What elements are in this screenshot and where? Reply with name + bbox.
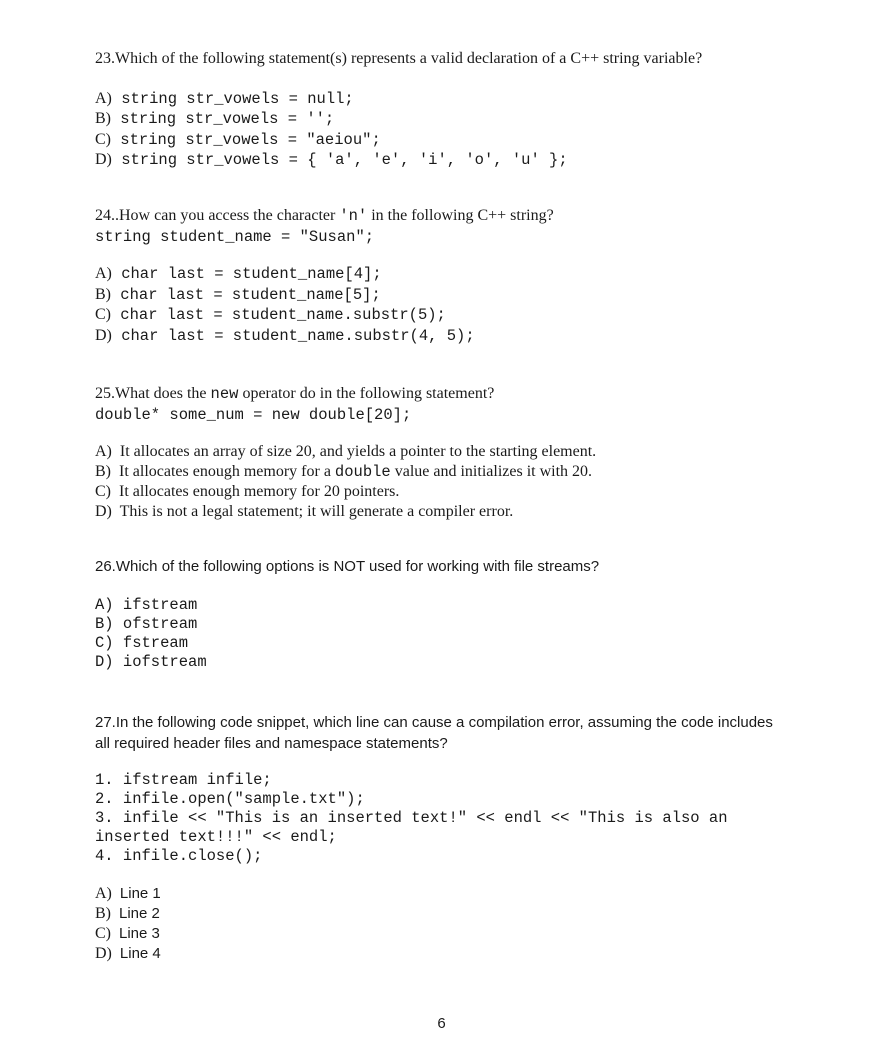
option-code: string str_vowels = "aeiou"; — [111, 130, 381, 149]
question-27-stem-line-1: 27.In the following code snippet, which line can cause a compilation error, assuming the code includes — [95, 714, 773, 731]
option-text: It allocates enough memory for a — [119, 463, 335, 480]
question-26-option-b: B) ofstream — [95, 614, 198, 633]
question-23-option-c — [95, 130, 702, 151]
option-letter: B) — [95, 905, 111, 922]
question-25 — [95, 384, 596, 522]
stem-text: 24..How can you access the character — [95, 207, 340, 224]
question-27-stem-line-2: all required header files and namespace statements? — [95, 734, 448, 752]
question-27-option-b — [95, 904, 773, 924]
option-text: Line 1 — [119, 885, 161, 902]
page-number: 6 — [437, 1015, 446, 1032]
option-letter: C) — [95, 483, 111, 500]
option-text: value and initializes it with 20. — [390, 463, 593, 480]
question-23-option-d — [95, 150, 702, 171]
option-text: Line 2 — [119, 905, 160, 922]
option-letter: C) — [95, 130, 111, 148]
option-letter: D) — [95, 151, 112, 168]
option-letter: A) — [95, 443, 112, 460]
question-25-option-c — [95, 482, 596, 502]
question-26-stem: 26.Which of the following options is NOT used for working with file streams? — [95, 558, 600, 575]
question-23-stem: 23.Which of the following statement(s) represents a valid declaration of a C++ string variable? — [95, 50, 703, 67]
question-24-option-b — [95, 285, 554, 306]
option-letter: D) — [95, 945, 112, 962]
question-25-stem — [95, 384, 596, 405]
option-text: This is not a legal statement; it will generate a compiler error. — [119, 503, 514, 520]
question-26-option-d: D) iofstream — [95, 652, 207, 671]
question-24 — [95, 206, 554, 346]
option-letter: C) — [95, 925, 111, 942]
option-text: It allocates an array of size 20, and yields a pointer to the starting element. — [119, 443, 597, 460]
option-code: char last = student_name[5]; — [111, 285, 381, 304]
option-letter: B) — [95, 285, 111, 303]
question-24-option-a — [95, 264, 554, 285]
option-letter: A) — [95, 885, 112, 902]
question-25-option-a — [95, 442, 596, 462]
question-25-option-b — [95, 462, 596, 482]
question-26-option-c: C) fstream — [95, 633, 189, 652]
code-line-4: 4. infile.close(); — [95, 847, 263, 865]
option-letter: A) — [95, 265, 112, 282]
option-text: It allocates enough memory for 20 pointers. — [119, 483, 400, 500]
question-23-option-a — [95, 89, 702, 110]
code-line-1: 1. ifstream infile; — [95, 771, 272, 789]
question-27-option-d — [95, 944, 773, 964]
question-24-option-d — [95, 326, 554, 347]
question-24-option-c — [95, 305, 554, 326]
stem-text: 25.What does the — [95, 385, 211, 402]
option-code: double — [334, 463, 391, 481]
stem-text: operator do in the following statement? — [238, 385, 495, 402]
option-code: string str_vowels = { 'a', 'e', 'i', 'o', 'u' }; — [111, 151, 568, 169]
question-27-option-c — [95, 924, 773, 944]
code-line-3-continued: inserted text!!!" << endl; — [95, 828, 337, 846]
option-code: char last = student_name.substr(4, 5); — [111, 326, 475, 345]
question-23 — [95, 49, 702, 171]
option-text: Line 4 — [119, 945, 161, 962]
option-letter: B) — [95, 110, 111, 127]
stem-code: new — [210, 385, 239, 403]
code-line-3: 3. infile << "This is an inserted text!" << endl << "This is also an — [95, 809, 728, 827]
code-line-2: 2. infile.open("sample.txt"); — [95, 790, 365, 808]
question-25-option-d — [95, 502, 596, 522]
question-25-code: double* some_num = new double[20]; — [95, 405, 412, 424]
question-24-stem — [95, 206, 554, 227]
option-text: Line 3 — [119, 925, 160, 942]
option-letter: A) — [95, 89, 112, 107]
question-26 — [95, 557, 599, 672]
option-code: char last = student_name.substr(5); — [111, 306, 446, 324]
question-23-option-b — [95, 109, 702, 130]
option-code: string str_vowels = ''; — [111, 110, 335, 128]
option-code: string str_vowels = null; — [111, 89, 354, 108]
question-26-option-a: A) ifstream — [95, 595, 198, 614]
option-letter: D) — [95, 326, 112, 344]
option-letter: C) — [95, 306, 111, 323]
option-code: char last = student_name[4]; — [111, 265, 382, 283]
stem-code: 'n' — [339, 207, 368, 225]
question-27-option-a — [95, 884, 773, 904]
option-letter: D) — [95, 503, 112, 520]
question-27 — [95, 713, 773, 964]
stem-text: in the following C++ string? — [367, 207, 554, 224]
option-letter: B) — [95, 463, 111, 480]
question-24-code: string student_name = "Susan"; — [95, 227, 375, 246]
